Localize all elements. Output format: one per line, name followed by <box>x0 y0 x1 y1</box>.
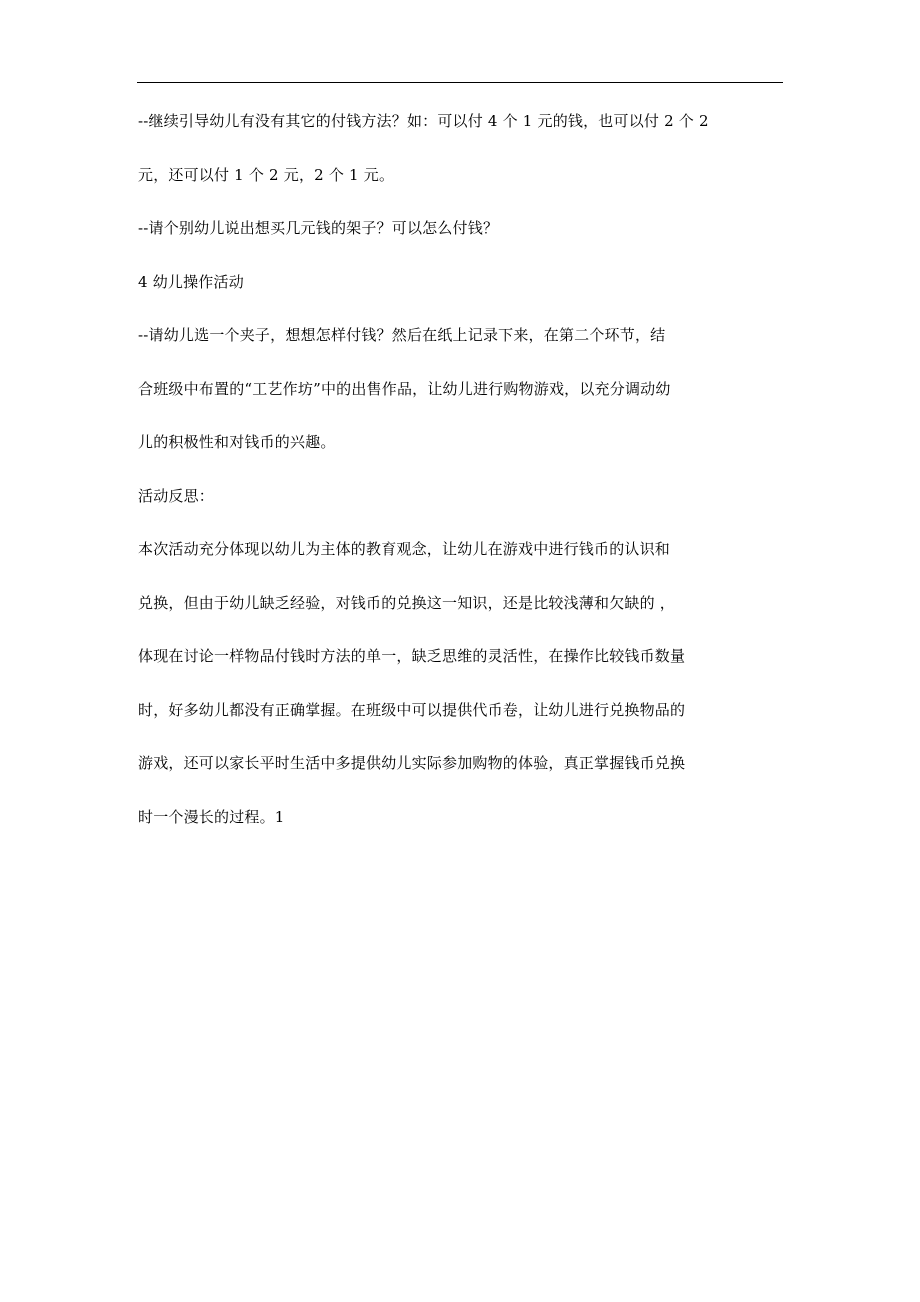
text-line-11: 体现在讨论一样物品付钱时方法的单一，缺乏思维的灵活性，在操作比较钱币数量 <box>138 647 686 665</box>
text-line-6: 合班级中布置的“工艺作坊”中的出售作品，让幼儿进行购物游戏，以充分调动幼 <box>138 379 671 398</box>
text-line-7: 儿的积极性和对钱币的兴趣。 <box>138 433 336 451</box>
header-rule <box>137 82 783 83</box>
text-line-14: 时一个漫长的过程。1 <box>138 807 285 826</box>
text-line-5: --请幼儿选一个夹子，想想怎样付钱？然后在纸上记录下来，在第二个环节，结 <box>138 326 666 344</box>
section-heading: 4 幼儿操作活动 <box>138 272 244 291</box>
text-line-10: 兑换，但由于幼儿缺乏经验，对钱币的兑换这一知识，还是比较浅薄和欠缺的 ， <box>138 593 675 612</box>
reflection-heading: 活动反思： <box>138 486 215 505</box>
text-line-13: 游戏，还可以家长平时生活中多提供幼儿实际参加购物的体验，真正掌握钱币兑换 <box>138 754 686 772</box>
text-line-1: --继续引导幼儿有没有其它的付钱方法？如：可以付 4 个 1 元的钱，也可以付 2 个 2 <box>138 112 709 130</box>
text-line-3: --请个别幼儿说出想买几元钱的架子？可以怎么付钱？ <box>138 219 499 237</box>
text-line-9: 本次活动充分体现以幼儿为主体的教育观念，让幼儿在游戏中进行钱币的认识和 <box>138 540 671 558</box>
text-line-12: 时，好多幼儿都没有正确掌握。在班级中可以提供代币卷，让幼儿进行兑换物品的 <box>138 700 686 719</box>
document-body <box>138 104 748 853</box>
text-line-2: 元，还可以付 1 个 2 元，2 个 1 元。 <box>138 165 395 184</box>
